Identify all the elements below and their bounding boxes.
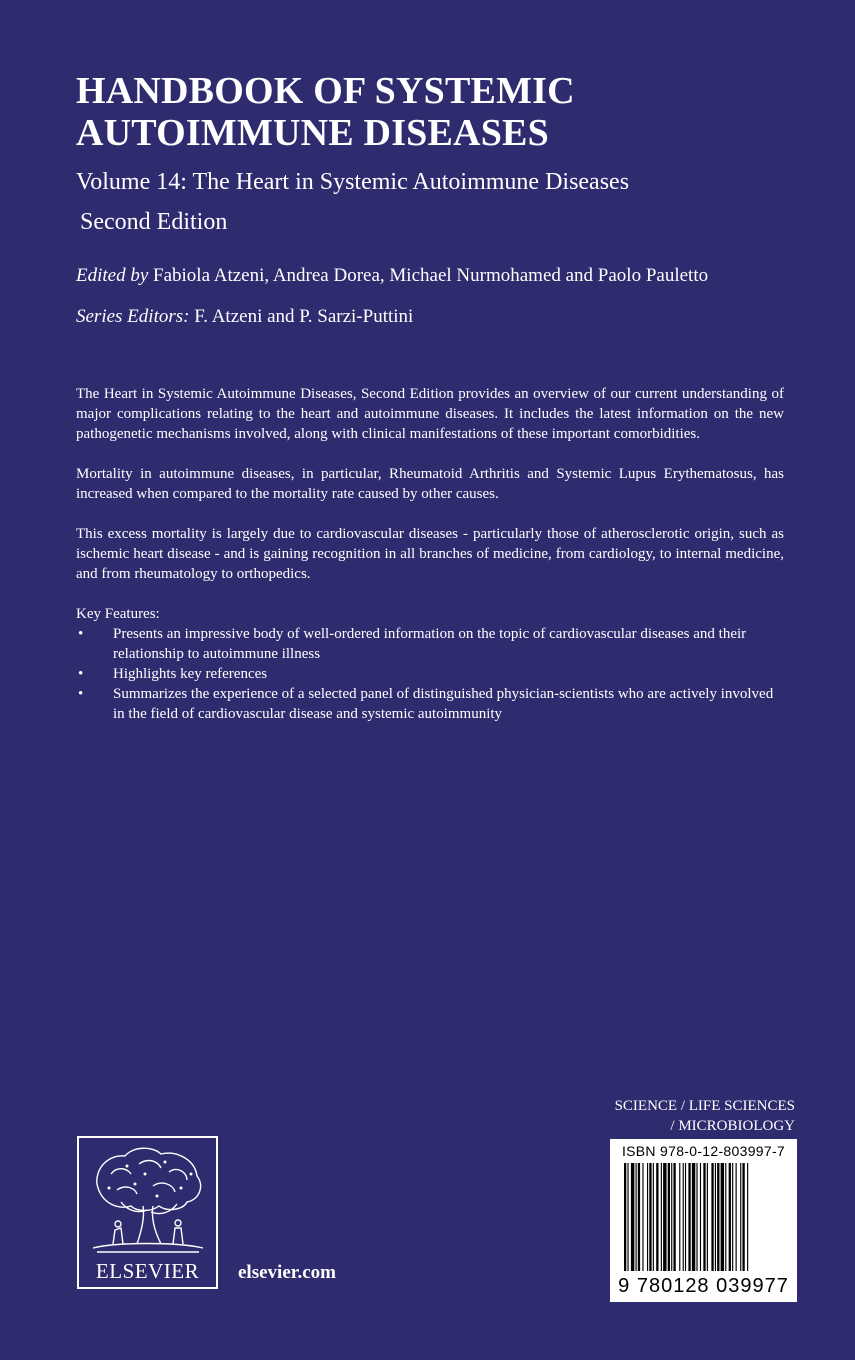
- barcode-bar: [649, 1163, 651, 1271]
- barcode-icon: [622, 1163, 785, 1273]
- key-feature-item: [76, 684, 784, 724]
- barcode-bar: [700, 1163, 701, 1271]
- key-feature-text: Summarizes the experience of a selected panel of distinguished physician-scientists who are actively involved in the field of cardiovascular disease and systemic autoimmunity: [113, 686, 774, 722]
- description-paragraph-2: Mortality in autoimmune diseases, in particular, Rheumatoid Arthritis and Systemic Lupus Erythematosus, has increased when compared to the mortality rate caused by other causes.: [76, 466, 784, 502]
- barcode-bar: [715, 1163, 716, 1271]
- barcode-bar: [671, 1163, 672, 1271]
- series-editors-names: F. Atzeni and P. Sarzi-Puttini: [194, 306, 414, 327]
- book-title: [76, 70, 796, 154]
- elsevier-logo: [77, 1136, 218, 1289]
- bullet-icon: •: [78, 686, 84, 702]
- barcode-bar: [668, 1163, 670, 1271]
- barcode-bar: [703, 1163, 705, 1271]
- barcode-bar: [661, 1163, 662, 1271]
- barcode-bar: [747, 1163, 748, 1271]
- title-line-1: HANDBOOK OF SYSTEMIC: [76, 70, 575, 112]
- barcode-bar: [717, 1163, 719, 1271]
- barcode-bar: [688, 1163, 690, 1271]
- barcode-bar: [627, 1163, 628, 1271]
- key-features-list: [76, 624, 784, 724]
- barcode-bar: [732, 1163, 733, 1271]
- volume-subtitle: Volume 14: The Heart in Systemic Autoimmune Diseases: [76, 169, 630, 195]
- barcode-bar: [685, 1163, 686, 1271]
- barcode-bar: [721, 1163, 724, 1271]
- edited-by-label: Edited by: [76, 265, 149, 286]
- bullet-icon: •: [78, 666, 84, 682]
- barcode-bar: [736, 1163, 737, 1271]
- barcode-bar: [663, 1163, 666, 1271]
- barcode-bar: [642, 1163, 643, 1271]
- key-feature-text: Highlights key references: [113, 666, 268, 682]
- barcode-bar: [740, 1163, 741, 1271]
- barcode-bar: [673, 1163, 675, 1271]
- subject-category: [615, 1096, 795, 1136]
- barcode-bar: [647, 1163, 648, 1271]
- barcode-bar: [683, 1163, 684, 1271]
- elsevier-tree-icon: [87, 1144, 208, 1256]
- isbn-label: ISBN 978-0-12-803997-7: [621, 1143, 786, 1159]
- barcode-digits: 9 780128 039977: [618, 1275, 789, 1297]
- category-line-2: / MICROBIOLOGY: [670, 1118, 795, 1134]
- barcode-bar: [656, 1163, 658, 1271]
- series-editors-line: [76, 305, 413, 329]
- key-feature-item: [76, 624, 784, 664]
- barcode-bar: [653, 1163, 654, 1271]
- series-editors-label: Series Editors:: [76, 306, 190, 327]
- category-line-1: SCIENCE / LIFE SCIENCES: [614, 1098, 795, 1114]
- barcode-bar: [631, 1163, 634, 1271]
- barcode-bar: [624, 1163, 626, 1271]
- key-feature-item: [76, 664, 784, 684]
- barcode-bar: [636, 1163, 637, 1271]
- key-features-heading: Key Features:: [76, 606, 160, 622]
- barcode-bar: [679, 1163, 680, 1271]
- barcode-bar: [692, 1163, 695, 1271]
- barcode-bar: [638, 1163, 640, 1271]
- isbn-barcode-panel: [610, 1139, 797, 1302]
- editors-names: Fabiola Atzeni, Andrea Dorea, Michael Nurmohamed and Paolo Pauletto: [153, 265, 709, 286]
- bullet-icon: •: [78, 626, 84, 642]
- barcode-bar: [725, 1163, 726, 1271]
- publisher-website: elsevier.com: [238, 1262, 336, 1283]
- description-block: [76, 384, 784, 724]
- editors-line: [76, 264, 708, 288]
- barcode-bar: [707, 1163, 708, 1271]
- key-feature-text: Presents an impressive body of well-ordered information on the topic of cardiovascular diseases and their relationship to autoimmune illness: [113, 626, 747, 662]
- description-paragraph-3: This excess mortality is largely due to cardiovascular diseases - particularly those of atherosclerotic origin, such as ischemic heart disease - and is gaining recognition in all branches of medicine, from cardiology, to internal medicine, and from rheumatology to orthopedics.: [76, 526, 784, 582]
- elsevier-logo-text: ELSEVIER: [95, 1259, 200, 1283]
- description-paragraph-1: The Heart in Systemic Autoimmune Diseases, Second Edition provides an overview of our current understanding of major complications relating to the heart and autoimmune diseases. It includes the latest information on the new pathogenetic mechanisms involved, along with clinical manifestations of these important comorbidities.: [76, 386, 784, 442]
- barcode-bar: [742, 1163, 744, 1271]
- edition-label: Second Edition: [80, 209, 228, 235]
- title-line-2: AUTOIMMUNE DISEASES: [76, 112, 549, 154]
- barcode-bar: [729, 1163, 731, 1271]
- barcode-bar: [696, 1163, 697, 1271]
- barcode-bar: [711, 1163, 713, 1271]
